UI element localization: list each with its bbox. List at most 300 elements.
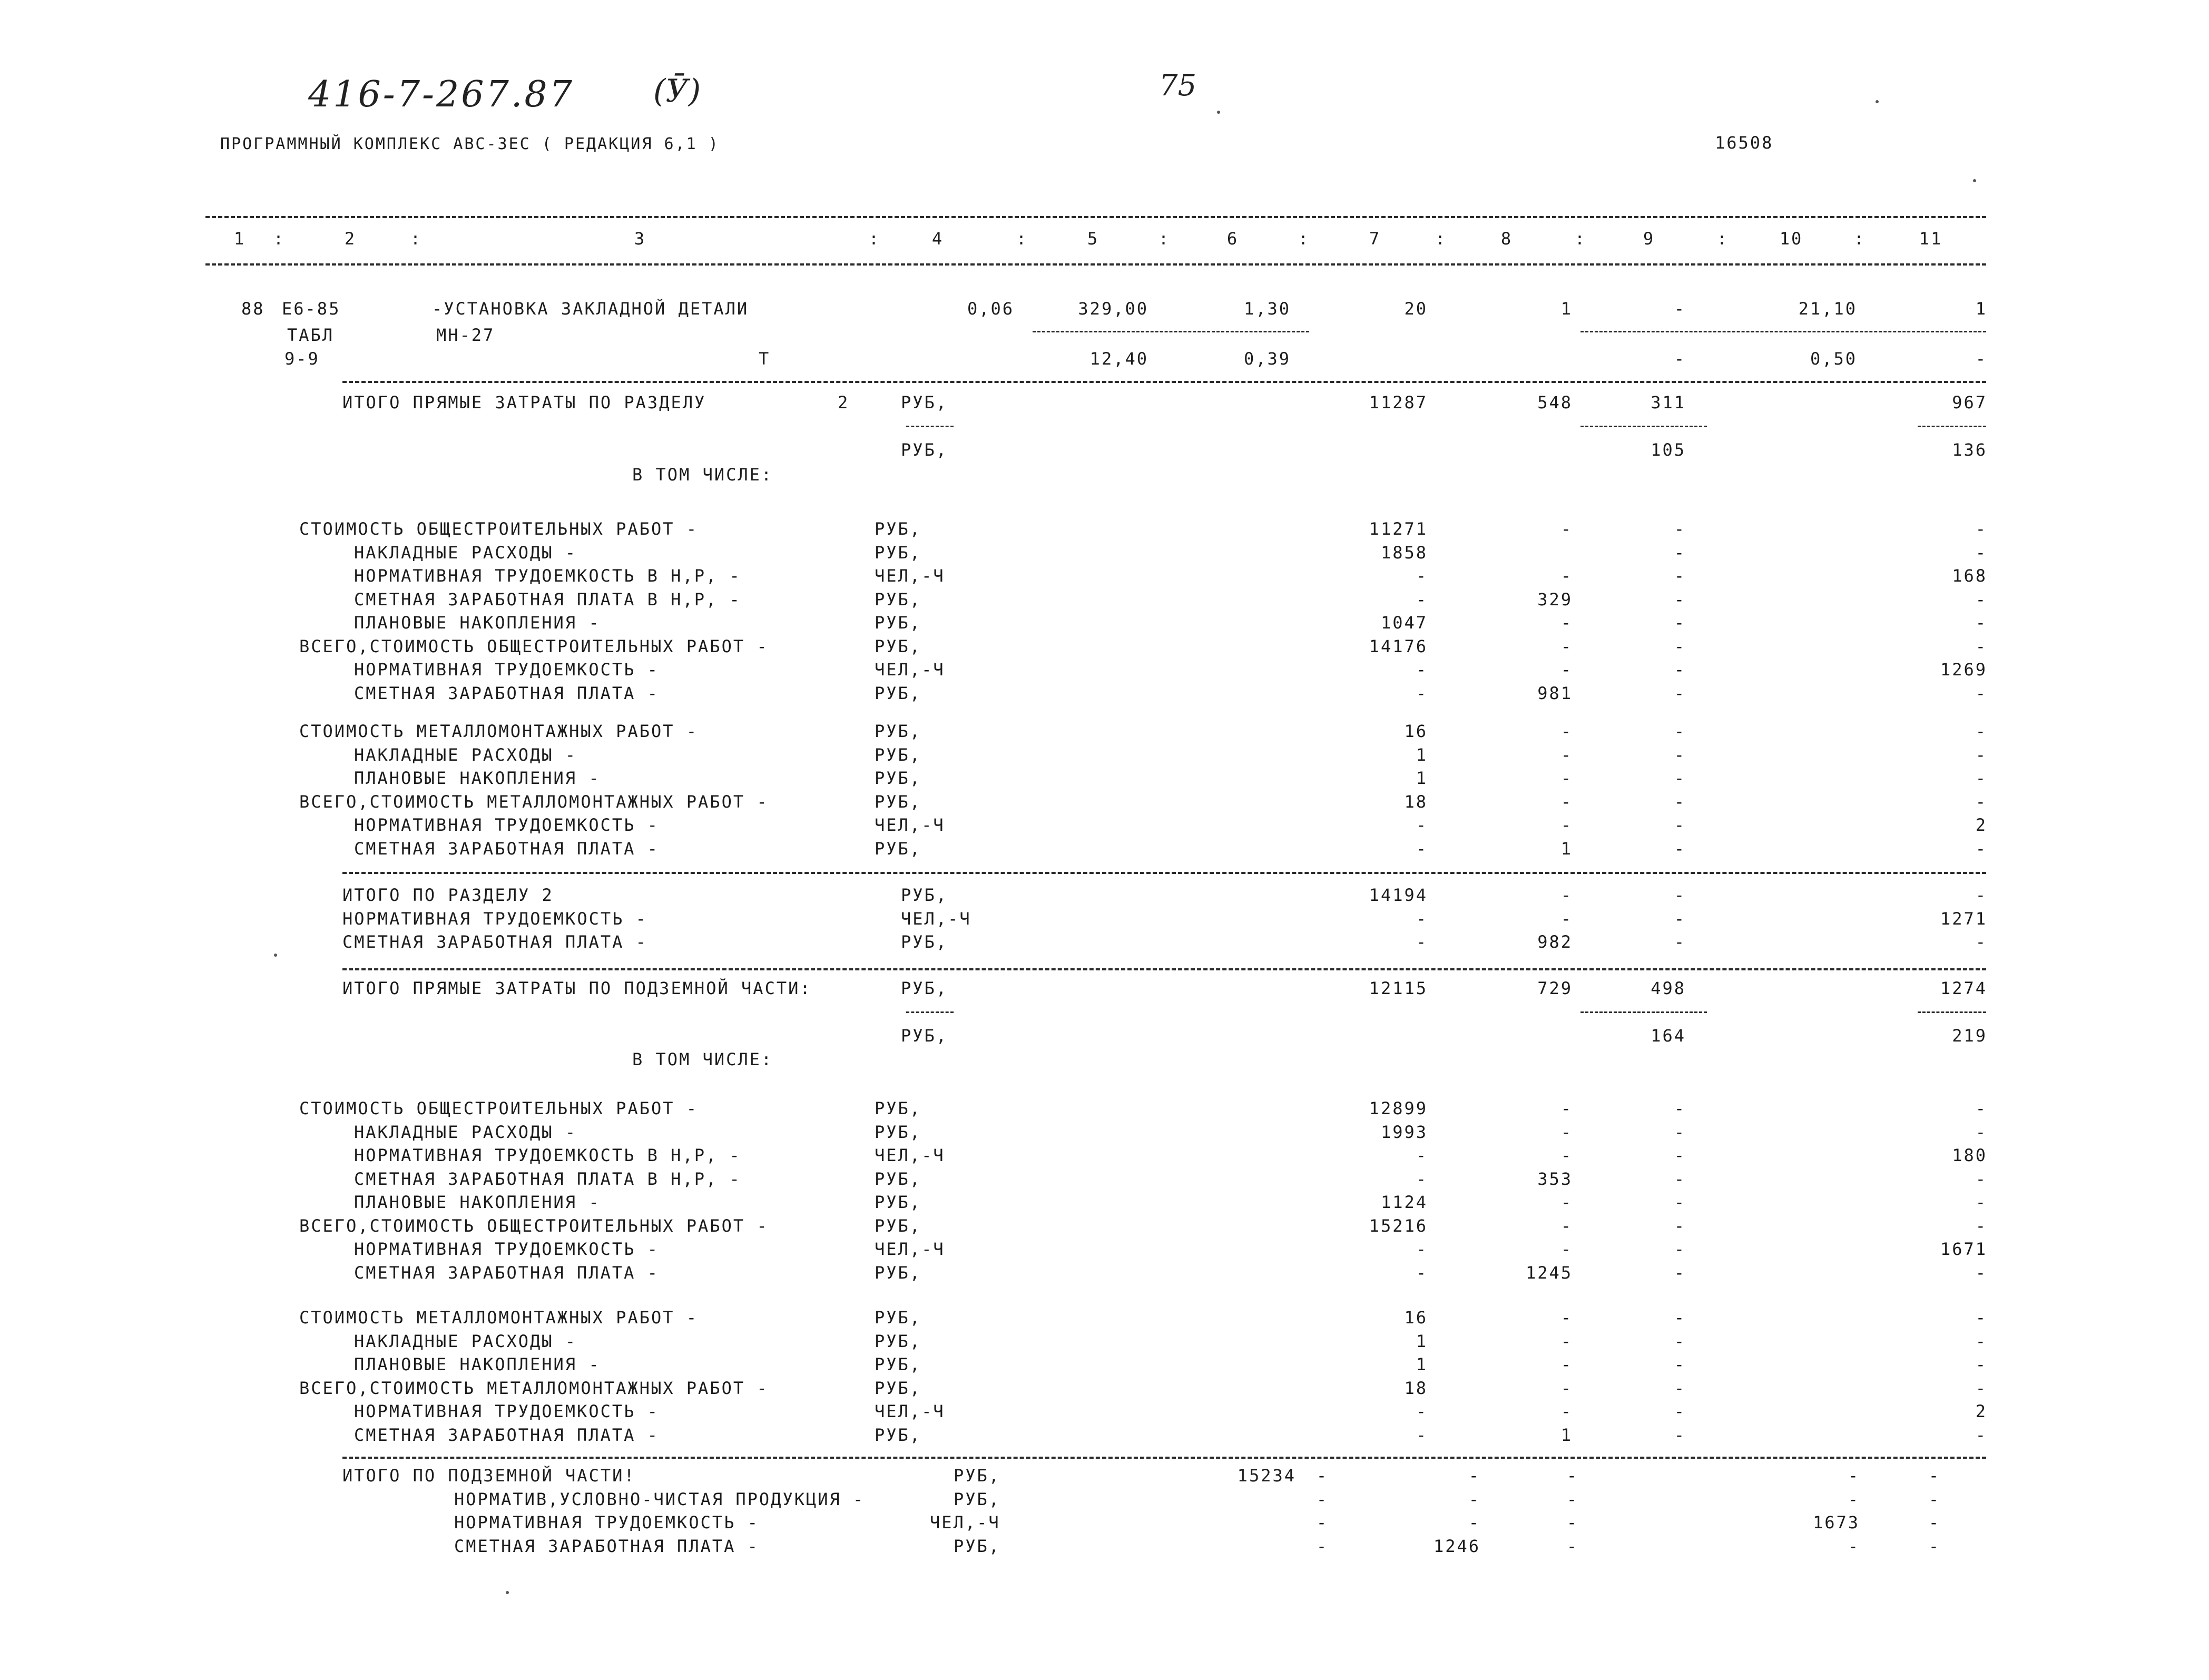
final-total-value1: 15234 — [1237, 1466, 1296, 1486]
item-col11-second: - — [1975, 349, 1987, 369]
underground-general-row-col8: - — [1560, 1215, 1573, 1236]
underground-general-row-col7: - — [1416, 1145, 1428, 1165]
metal-works-row-col7: 16 — [1404, 721, 1428, 741]
underground-metal-row-unit: РУБ, — [875, 1378, 922, 1398]
metal-works-row-col8: - — [1560, 744, 1573, 765]
underground-metal-row-col7: - — [1416, 1401, 1428, 1421]
section-rule — [342, 1457, 1986, 1459]
underground-general-row-col9: - — [1674, 1192, 1686, 1212]
section-direct-unit-second: РУБ, — [901, 440, 948, 460]
metal-works-row-col8: - — [1560, 791, 1573, 812]
section-direct-col11-second: 136 — [1952, 440, 1987, 460]
underground-general-row-col8: - — [1560, 1192, 1573, 1212]
general-works-row-col7: - — [1416, 589, 1428, 610]
underground-metal-row-col7: 18 — [1404, 1378, 1428, 1398]
scan-speck — [1973, 179, 1976, 182]
item-col11: 1 — [1975, 299, 1987, 319]
final-total-value3: 1246 — [1433, 1536, 1480, 1556]
underground-general-row-label: СМЕТНАЯ ЗАРАБОТНАЯ ПЛАТА В Н,Р, - — [354, 1168, 741, 1189]
general-works-row-unit: ЧЕЛ,-Ч — [875, 566, 945, 586]
underground-direct-col11: 1274 — [1940, 978, 1987, 998]
subrule — [906, 1011, 954, 1013]
general-works-row-label: ВСЕГО,СТОИМОСТЬ ОБЩЕСТРОИТЕЛЬНЫХ РАБОТ - — [299, 636, 769, 656]
metal-works-row-col11: - — [1975, 838, 1987, 859]
section-total-col11: 1271 — [1940, 908, 1987, 929]
metal-works-row-col9: - — [1674, 838, 1686, 859]
underground-general-row-col9: - — [1674, 1122, 1686, 1142]
final-total-value6: - — [1928, 1512, 1941, 1532]
general-works-row-col7: 14176 — [1369, 636, 1428, 656]
final-total-value5: 1673 — [1812, 1512, 1860, 1532]
underground-metal-row-col8: - — [1560, 1354, 1573, 1374]
general-works-row-col8: - — [1560, 613, 1573, 633]
underground-general-row-label: СМЕТНАЯ ЗАРАБОТНАЯ ПЛАТА - — [354, 1262, 659, 1283]
underground-general-row-col11: 1671 — [1940, 1239, 1987, 1259]
general-works-row-col8: 329 — [1537, 589, 1573, 610]
section-total-col11: - — [1975, 932, 1987, 952]
metal-works-row-col11: 2 — [1975, 815, 1987, 835]
scan-speck — [1876, 100, 1879, 103]
underground-metal-row-unit: РУБ, — [875, 1331, 922, 1351]
column-number: 11 — [1919, 229, 1943, 249]
underground-general-row-col11: - — [1975, 1168, 1987, 1189]
section-total-col8: - — [1560, 885, 1573, 905]
underground-direct-col9: 498 — [1651, 978, 1686, 998]
underground-metal-row-col7: 1 — [1416, 1331, 1428, 1351]
underground-general-row-unit: ЧЕЛ,-Ч — [875, 1145, 945, 1165]
underground-metal-row-unit: РУБ, — [875, 1308, 922, 1328]
metal-works-row-col7: - — [1416, 815, 1428, 835]
item-table-number: 9-9 — [284, 349, 320, 369]
final-total-value2: - — [1316, 1466, 1329, 1486]
underground-general-row-col7: - — [1416, 1168, 1428, 1189]
final-total-unit: РУБ, — [954, 1466, 1001, 1486]
underground-general-row-col11: - — [1975, 1192, 1987, 1212]
column-number: 7 — [1369, 229, 1381, 249]
final-total-value6: - — [1928, 1536, 1941, 1556]
section-total-unit: ЧЕЛ,-Ч — [901, 908, 971, 929]
underground-metal-row-col9: - — [1674, 1308, 1686, 1328]
section-total-col8: - — [1560, 908, 1573, 929]
column-separator: : — [1574, 229, 1587, 249]
item-subrule — [1033, 331, 1309, 332]
general-works-row-col11: - — [1975, 613, 1987, 633]
item-subrule — [1580, 331, 1986, 332]
underground-direct-unit: РУБ, — [901, 978, 948, 998]
general-works-row-col9: - — [1674, 636, 1686, 656]
general-works-row-col7: - — [1416, 683, 1428, 703]
underground-general-row-col8: - — [1560, 1239, 1573, 1259]
metal-works-row-col9: - — [1674, 768, 1686, 788]
general-works-row-unit: РУБ, — [875, 683, 922, 703]
underground-metal-row-unit: ЧЕЛ,-Ч — [875, 1401, 945, 1421]
item-col9-second: - — [1674, 349, 1686, 369]
underground-metal-row-unit: РУБ, — [875, 1354, 922, 1374]
section-direct-col9: 311 — [1651, 392, 1686, 412]
column-separator: : — [410, 229, 423, 249]
program-header: ПРОГРАММНЫЙ КОМПЛЕКС АВС-ЗЕС ( РЕДАКЦИЯ 6,1 ) — [220, 135, 720, 153]
underground-direct-col11-second: 219 — [1952, 1026, 1987, 1046]
final-total-unit: ЧЕЛ,-Ч — [930, 1512, 1000, 1532]
subrule — [1580, 426, 1707, 427]
metal-works-row-col7: - — [1416, 838, 1428, 859]
general-works-row-unit: РУБ, — [875, 519, 922, 539]
underground-general-row-unit: РУБ, — [875, 1098, 922, 1118]
column-number: 6 — [1226, 229, 1239, 249]
section-total-col9: - — [1674, 932, 1686, 952]
metal-works-row-label: НОРМАТИВНАЯ ТРУДОЕМКОСТЬ - — [354, 815, 659, 835]
general-works-row-col8: - — [1560, 660, 1573, 680]
underground-metal-row-col9: - — [1674, 1331, 1686, 1351]
underground-general-row-col8: - — [1560, 1122, 1573, 1142]
header-rule-bottom — [205, 263, 1986, 266]
underground-metal-row-col9: - — [1674, 1378, 1686, 1398]
underground-general-row-label: НАКЛАДНЫЕ РАСХОДЫ - — [354, 1122, 577, 1142]
column-number: 2 — [344, 229, 357, 249]
column-separator: : — [1716, 229, 1729, 249]
subrule — [1580, 1011, 1707, 1013]
general-works-row-col7: 1047 — [1380, 613, 1428, 633]
column-separator: : — [1016, 229, 1028, 249]
general-works-row-col11: - — [1975, 683, 1987, 703]
underground-general-row-col7: - — [1416, 1262, 1428, 1283]
final-total-value4: - — [1566, 1512, 1579, 1532]
section-total-label: НОРМАТИВНАЯ ТРУДОЕМКОСТЬ - — [342, 908, 647, 929]
underground-general-row-unit: РУБ, — [875, 1122, 922, 1142]
section-rule — [342, 381, 1986, 383]
metal-works-row-col7: 18 — [1404, 791, 1428, 812]
item-col8: 1 — [1560, 299, 1573, 319]
final-total-value4: - — [1566, 1489, 1579, 1509]
underground-general-row-unit: РУБ, — [875, 1192, 922, 1212]
section-rule — [342, 872, 1986, 874]
underground-general-row-col11: - — [1975, 1215, 1987, 1236]
final-total-value4: - — [1566, 1536, 1579, 1556]
section-direct-costs-label: ИТОГО ПРЯМЫЕ ЗАТРАТЫ ПО РАЗДЕЛУ — [342, 392, 706, 412]
underground-metal-row-col11: - — [1975, 1308, 1987, 1328]
metal-works-row-col9: - — [1674, 815, 1686, 835]
general-works-row-unit: РУБ, — [875, 636, 922, 656]
general-works-row-unit: ЧЕЛ,-Ч — [875, 660, 945, 680]
underground-general-row-col8: - — [1560, 1098, 1573, 1118]
section-total-label: ИТОГО ПО РАЗДЕЛУ 2 — [342, 885, 554, 905]
general-works-row-label: СТОИМОСТЬ ОБЩЕСТРОИТЕЛЬНЫХ РАБОТ - — [299, 519, 699, 539]
item-col5: 329,00 — [1078, 299, 1148, 319]
item-col7: 20 — [1404, 299, 1428, 319]
section-direct-col7: 11287 — [1369, 392, 1428, 412]
general-works-row-col7: 11271 — [1369, 519, 1428, 539]
underground-general-row-col8: - — [1560, 1145, 1573, 1165]
underground-general-row-unit: РУБ, — [875, 1262, 922, 1283]
section-total-unit: РУБ, — [901, 932, 948, 952]
general-works-row-col7: - — [1416, 660, 1428, 680]
item-col6: 1,30 — [1243, 299, 1291, 319]
underground-general-row-label: НОРМАТИВНАЯ ТРУДОЕМКОСТЬ - — [354, 1239, 659, 1259]
underground-general-row-col7: - — [1416, 1239, 1428, 1259]
underground-general-row-unit: ЧЕЛ,-Ч — [875, 1239, 945, 1259]
underground-metal-row-label: НОРМАТИВНАЯ ТРУДОЕМКОСТЬ - — [354, 1401, 659, 1421]
general-works-row-col11: - — [1975, 636, 1987, 656]
underground-metal-row-col11: - — [1975, 1424, 1987, 1445]
underground-general-row-col7: 12899 — [1369, 1098, 1428, 1118]
metal-works-row-col7: 1 — [1416, 744, 1428, 765]
underground-metal-row-col9: - — [1674, 1354, 1686, 1374]
section-total-col7: - — [1416, 932, 1428, 952]
underground-direct-col8: 729 — [1537, 978, 1573, 998]
including-heading: В ТОМ ЧИСЛЕ: — [632, 1049, 773, 1069]
metal-works-row-unit: ЧЕЛ,-Ч — [875, 815, 945, 835]
underground-general-row-col9: - — [1674, 1262, 1686, 1283]
final-total-label: НОРМАТИВНАЯ ТРУДОЕМКОСТЬ - — [454, 1512, 759, 1532]
metal-works-row-col9: - — [1674, 791, 1686, 812]
final-total-value5: - — [1848, 1536, 1860, 1556]
subrule — [1918, 426, 1986, 427]
underground-general-row-unit: РУБ, — [875, 1168, 922, 1189]
underground-general-row-col7: 1993 — [1380, 1122, 1428, 1142]
column-number: 1 — [233, 229, 246, 249]
final-total-value6: - — [1928, 1466, 1941, 1486]
underground-metal-row-col11: - — [1975, 1378, 1987, 1398]
section-total-col8: 982 — [1537, 932, 1573, 952]
underground-metal-row-col8: 1 — [1560, 1424, 1573, 1445]
header-rule-top — [205, 216, 1986, 218]
item-col6-second: 0,39 — [1243, 349, 1291, 369]
general-works-row-col8: 981 — [1537, 683, 1573, 703]
final-total-value5: - — [1848, 1466, 1860, 1486]
general-works-row-col7: - — [1416, 566, 1428, 586]
general-works-row-col9: - — [1674, 566, 1686, 586]
underground-metal-row-col11: - — [1975, 1354, 1987, 1374]
general-works-row-label: НАКЛАДНЫЕ РАСХОДЫ - — [354, 542, 577, 563]
underground-metal-row-col11: - — [1975, 1331, 1987, 1351]
item-code: Е6-85 — [282, 299, 341, 319]
final-total-value3: - — [1468, 1489, 1480, 1509]
including-heading: В ТОМ ЧИСЛЕ: — [632, 465, 773, 485]
handwritten-sheet-mark: (Ӯ) — [653, 73, 701, 110]
metal-works-row-col8: - — [1560, 815, 1573, 835]
underground-metal-row-col8: - — [1560, 1331, 1573, 1351]
scan-speck — [1217, 111, 1220, 114]
underground-metal-row-label: СТОИМОСТЬ МЕТАЛЛОМОНТАЖНЫХ РАБОТ - — [299, 1308, 699, 1328]
final-total-value4: - — [1566, 1466, 1579, 1486]
metal-works-row-label: СТОИМОСТЬ МЕТАЛЛОМОНТАЖНЫХ РАБОТ - — [299, 721, 699, 741]
item-table-label: ТАБЛ — [287, 325, 335, 345]
general-works-row-col8: - — [1560, 519, 1573, 539]
underground-general-row-col9: - — [1674, 1145, 1686, 1165]
handwritten-page-number: 75 — [1159, 68, 1197, 103]
underground-general-row-col11: 180 — [1952, 1145, 1987, 1165]
final-total-value2: - — [1316, 1536, 1329, 1556]
general-works-row-label: НОРМАТИВНАЯ ТРУДОЕМКОСТЬ - — [354, 660, 659, 680]
metal-works-row-col8: - — [1560, 721, 1573, 741]
item-col10: 21,10 — [1798, 299, 1857, 319]
section-total-col7: 14194 — [1369, 885, 1428, 905]
general-works-row-col11: 1269 — [1940, 660, 1987, 680]
general-works-row-unit: РУБ, — [875, 542, 922, 563]
underground-metal-row-col7: 1 — [1416, 1354, 1428, 1374]
underground-general-row-col9: - — [1674, 1168, 1686, 1189]
section-direct-col9-second: 105 — [1651, 440, 1686, 460]
metal-works-row-label: НАКЛАДНЫЕ РАСХОДЫ - — [354, 744, 577, 765]
final-total-label: ИТОГО ПО ПОДЗЕМНОЙ ЧАСТИ! — [342, 1466, 636, 1486]
metal-works-row-label: ВСЕГО,СТОИМОСТЬ МЕТАЛЛОМОНТАЖНЫХ РАБОТ - — [299, 791, 769, 812]
metal-works-row-label: СМЕТНАЯ ЗАРАБОТНАЯ ПЛАТА - — [354, 838, 659, 859]
metal-works-row-col7: 1 — [1416, 768, 1428, 788]
item-number: 88 — [241, 299, 265, 319]
general-works-row-col9: - — [1674, 542, 1686, 563]
underground-direct-col7: 12115 — [1369, 978, 1428, 998]
general-works-row-label: СМЕТНАЯ ЗАРАБОТНАЯ ПЛАТА - — [354, 683, 659, 703]
final-total-value2: - — [1316, 1489, 1329, 1509]
metal-works-row-unit: РУБ, — [875, 721, 922, 741]
underground-metal-row-col11: 2 — [1975, 1401, 1987, 1421]
general-works-row-label: ПЛАНОВЫЕ НАКОПЛЕНИЯ - — [354, 613, 601, 633]
item-mark: МН-27 — [436, 325, 495, 345]
underground-general-row-label: ВСЕГО,СТОИМОСТЬ ОБЩЕСТРОИТЕЛЬНЫХ РАБОТ - — [299, 1215, 769, 1236]
column-separator: : — [868, 229, 881, 249]
final-total-unit: РУБ, — [954, 1536, 1001, 1556]
general-works-row-col9: - — [1674, 660, 1686, 680]
column-number: 4 — [931, 229, 944, 249]
column-separator: : — [1435, 229, 1447, 249]
general-works-row-col7: 1858 — [1380, 542, 1428, 563]
underground-metal-row-label: ВСЕГО,СТОИМОСТЬ МЕТАЛЛОМОНТАЖНЫХ РАБОТ - — [299, 1378, 769, 1398]
underground-general-row-label: СТОИМОСТЬ ОБЩЕСТРОИТЕЛЬНЫХ РАБОТ - — [299, 1098, 699, 1118]
section-total-unit: РУБ, — [901, 885, 948, 905]
underground-metal-row-col9: - — [1674, 1424, 1686, 1445]
underground-general-row-col8: 353 — [1537, 1168, 1573, 1189]
general-works-row-col9: - — [1674, 589, 1686, 610]
section-direct-unit: РУБ, — [901, 392, 948, 412]
column-number: 3 — [634, 229, 646, 249]
item-col5-second: 12,40 — [1089, 349, 1148, 369]
item-quantity: 0,06 — [967, 299, 1014, 319]
underground-metal-row-unit: РУБ, — [875, 1424, 922, 1445]
underground-metal-row-col7: - — [1416, 1424, 1428, 1445]
item-name: -УСТАНОВКА ЗАКЛАДНОЙ ДЕТАЛИ — [432, 299, 749, 319]
column-separator: : — [1158, 229, 1171, 249]
column-number: 5 — [1087, 229, 1099, 249]
underground-general-row-col9: - — [1674, 1215, 1686, 1236]
general-works-row-col11: - — [1975, 519, 1987, 539]
general-works-row-col8: - — [1560, 566, 1573, 586]
underground-metal-row-col7: 16 — [1404, 1308, 1428, 1328]
final-total-value3: - — [1468, 1512, 1480, 1532]
underground-general-row-col9: - — [1674, 1098, 1686, 1118]
underground-general-row-col11: - — [1975, 1122, 1987, 1142]
underground-metal-row-col8: - — [1560, 1401, 1573, 1421]
scan-speck — [274, 954, 277, 957]
metal-works-row-col11: - — [1975, 721, 1987, 741]
item-col9: - — [1674, 299, 1686, 319]
general-works-row-col8: - — [1560, 636, 1573, 656]
section-total-col7: - — [1416, 908, 1428, 929]
underground-general-row-col11: - — [1975, 1262, 1987, 1283]
general-works-row-unit: РУБ, — [875, 613, 922, 633]
section-direct-col11: 967 — [1952, 392, 1987, 412]
section-total-label: СМЕТНАЯ ЗАРАБОТНАЯ ПЛАТА - — [342, 932, 647, 952]
section-direct-col8: 548 — [1537, 392, 1573, 412]
general-works-row-col11: - — [1975, 542, 1987, 563]
metal-works-row-col8: - — [1560, 768, 1573, 788]
underground-metal-row-col8: - — [1560, 1308, 1573, 1328]
underground-metal-row-label: НАКЛАДНЫЕ РАСХОДЫ - — [354, 1331, 577, 1351]
general-works-row-col9: - — [1674, 613, 1686, 633]
subrule — [906, 426, 954, 427]
final-total-label: СМЕТНАЯ ЗАРАБОТНАЯ ПЛАТА - — [454, 1536, 759, 1556]
underground-direct-unit-second: РУБ, — [901, 1026, 948, 1046]
metal-works-row-unit: РУБ, — [875, 838, 922, 859]
underground-general-row-label: ПЛАНОВЫЕ НАКОПЛЕНИЯ - — [354, 1192, 601, 1212]
underground-metal-row-label: СМЕТНАЯ ЗАРАБОТНАЯ ПЛАТА - — [354, 1424, 659, 1445]
underground-general-row-col7: 1124 — [1380, 1192, 1428, 1212]
column-separator: : — [273, 229, 286, 249]
underground-metal-row-label: ПЛАНОВЫЕ НАКОПЛЕНИЯ - — [354, 1354, 601, 1374]
underground-general-row-col7: 15216 — [1369, 1215, 1428, 1236]
underground-general-row-col11: - — [1975, 1098, 1987, 1118]
section-total-col9: - — [1674, 908, 1686, 929]
item-unit: Т — [759, 349, 771, 369]
underground-metal-row-col8: - — [1560, 1378, 1573, 1398]
final-total-value2: - — [1316, 1512, 1329, 1532]
underground-general-row-col9: - — [1674, 1239, 1686, 1259]
general-works-row-col11: - — [1975, 589, 1987, 610]
underground-general-row-label: НОРМАТИВНАЯ ТРУДОЕМКОСТЬ В Н,Р, - — [354, 1145, 741, 1165]
column-separator: : — [1853, 229, 1866, 249]
handwritten-code: 416-7-267.87 — [308, 74, 574, 115]
final-total-value6: - — [1928, 1489, 1941, 1509]
final-total-value3: - — [1468, 1466, 1480, 1486]
metal-works-row-unit: РУБ, — [875, 791, 922, 812]
general-works-row-col11: 168 — [1952, 566, 1987, 586]
section-number: 2 — [838, 392, 850, 412]
metal-works-row-unit: РУБ, — [875, 768, 922, 788]
section-total-col11: - — [1975, 885, 1987, 905]
metal-works-row-col11: - — [1975, 768, 1987, 788]
metal-works-row-col9: - — [1674, 744, 1686, 765]
metal-works-row-col11: - — [1975, 791, 1987, 812]
general-works-row-label: НОРМАТИВНАЯ ТРУДОЕМКОСТЬ В Н,Р, - — [354, 566, 741, 586]
column-separator: : — [1298, 229, 1310, 249]
general-works-row-unit: РУБ, — [875, 589, 922, 610]
underground-general-row-col8: 1245 — [1525, 1262, 1573, 1283]
column-number: 10 — [1779, 229, 1803, 249]
item-col10-second: 0,50 — [1810, 349, 1857, 369]
metal-works-row-col11: - — [1975, 744, 1987, 765]
metal-works-row-unit: РУБ, — [875, 744, 922, 765]
document-number: 16508 — [1715, 133, 1774, 153]
final-total-value5: - — [1848, 1489, 1860, 1509]
general-works-row-label: СМЕТНАЯ ЗАРАБОТНАЯ ПЛАТА В Н,Р, - — [354, 589, 741, 610]
metal-works-row-col9: - — [1674, 721, 1686, 741]
underground-direct-col9-second: 164 — [1651, 1026, 1686, 1046]
metal-works-row-col8: 1 — [1560, 838, 1573, 859]
metal-works-row-label: ПЛАНОВЫЕ НАКОПЛЕНИЯ - — [354, 768, 601, 788]
scan-speck — [506, 1591, 509, 1594]
general-works-row-col9: - — [1674, 519, 1686, 539]
underground-metal-row-col9: - — [1674, 1401, 1686, 1421]
section-rule — [342, 968, 1986, 970]
final-total-label: НОРМАТИВ,УСЛОВНО-ЧИСТАЯ ПРОДУКЦИЯ - — [454, 1489, 865, 1509]
column-number: 9 — [1643, 229, 1655, 249]
underground-direct-costs-label: ИТОГО ПРЯМЫЕ ЗАТРАТЫ ПО ПОДЗЕМНОЙ ЧАСТИ: — [342, 978, 812, 998]
final-total-unit: РУБ, — [954, 1489, 1001, 1509]
general-works-row-col9: - — [1674, 683, 1686, 703]
subrule — [1918, 1011, 1986, 1013]
section-total-col9: - — [1674, 885, 1686, 905]
underground-general-row-unit: РУБ, — [875, 1215, 922, 1236]
column-number: 8 — [1500, 229, 1513, 249]
